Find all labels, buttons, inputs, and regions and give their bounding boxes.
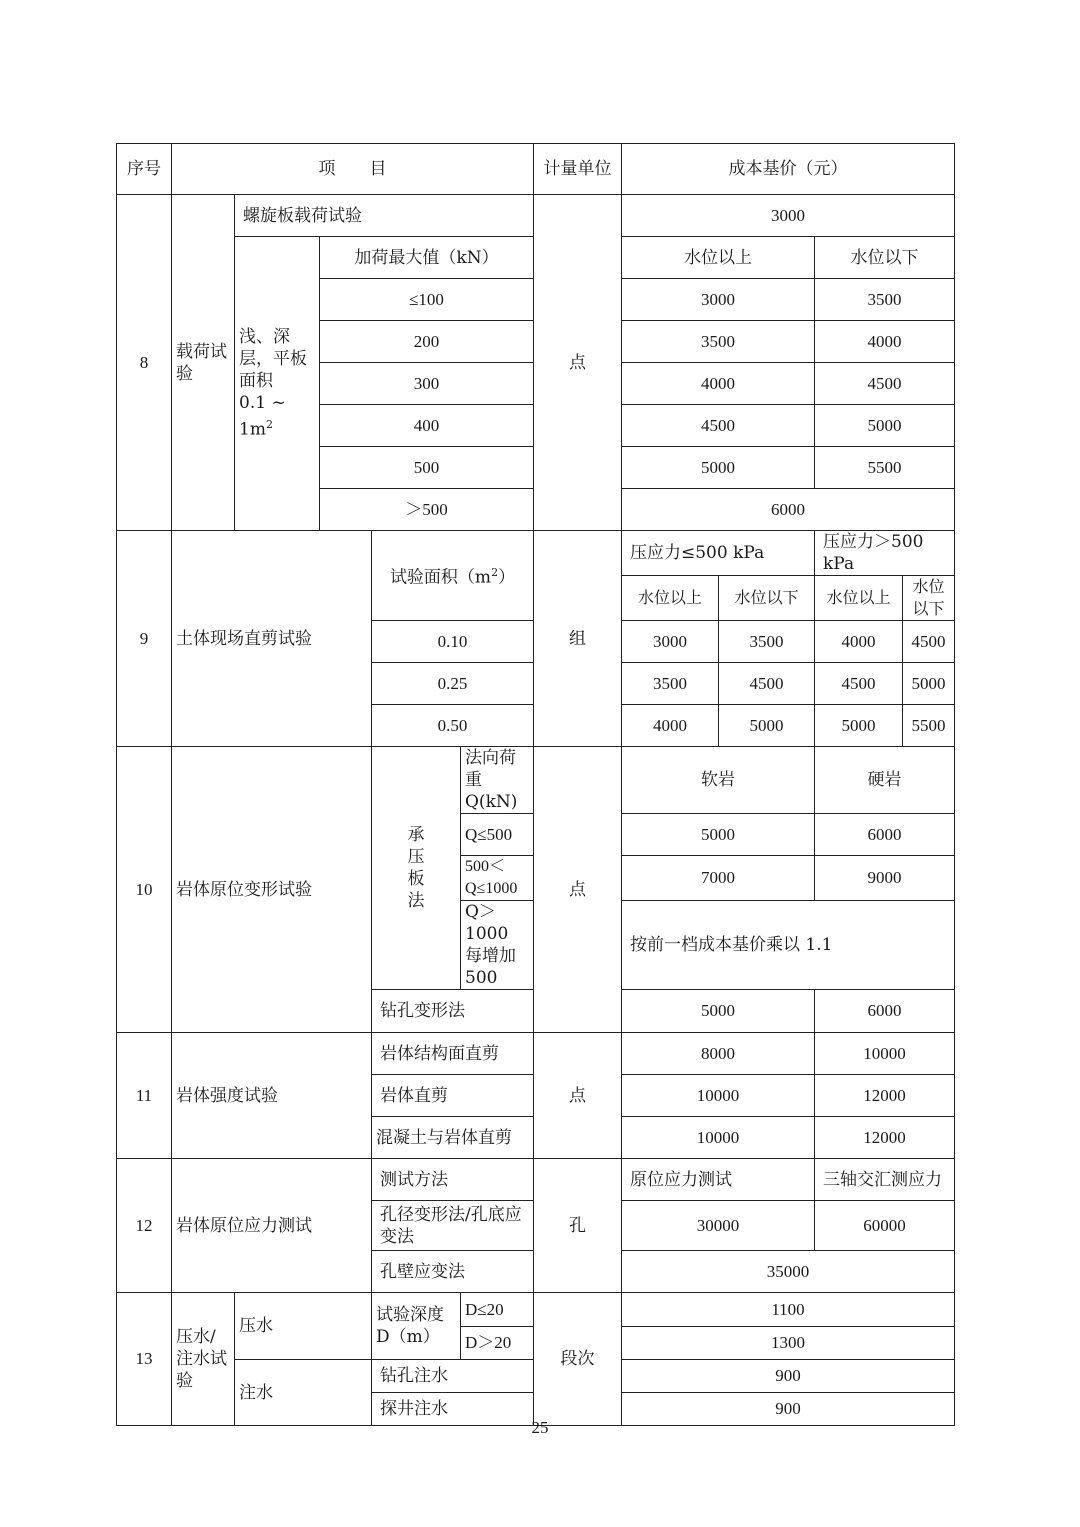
method-bearing-plate bbox=[372, 747, 461, 990]
load-range: 500＜Q≤1000 bbox=[461, 856, 534, 901]
above-water-header-9b: 水位以上 bbox=[815, 576, 903, 621]
price-a: 10000 bbox=[622, 1075, 815, 1117]
table-row bbox=[117, 1293, 955, 1327]
area-value: 0.25 bbox=[372, 663, 534, 705]
header-price: 成本基价（元） bbox=[622, 144, 955, 195]
price-cell: 4500 bbox=[815, 663, 903, 705]
area-value: 0.50 bbox=[372, 705, 534, 747]
price-cell: 5500 bbox=[903, 705, 955, 747]
area-header-close: ） bbox=[498, 567, 516, 588]
header-unit: 计量单位 bbox=[534, 144, 622, 195]
seq-11: 11 bbox=[117, 1033, 172, 1159]
below-water-header-8: 水位以下 bbox=[815, 237, 955, 279]
item-name-8: 载荷试验 bbox=[172, 195, 235, 531]
price-below: 5500 bbox=[815, 447, 955, 489]
plate-area-label-a: 浅、深层，平板面积 bbox=[239, 327, 307, 392]
load-value: ≤100 bbox=[320, 279, 534, 321]
item-name-10: 岩体原位变形试验 bbox=[172, 747, 372, 1033]
unit-10: 点 bbox=[534, 747, 622, 1033]
over-price-note: 按前一档成本基价乘以 1.1 bbox=[622, 901, 955, 990]
price-merged: 900 bbox=[622, 1360, 955, 1393]
item-name-11: 岩体强度试验 bbox=[172, 1033, 372, 1159]
header-seq: 序号 bbox=[117, 144, 172, 195]
price-cell: 3500 bbox=[719, 621, 815, 663]
price-soft: 5000 bbox=[622, 814, 815, 856]
price-a: 10000 bbox=[622, 1117, 815, 1159]
plate-area-sup: 2 bbox=[265, 418, 273, 432]
table-row bbox=[117, 1033, 955, 1075]
price-cell: 4500 bbox=[719, 663, 815, 705]
above-water-header-8: 水位以上 bbox=[622, 237, 815, 279]
load-value: 300 bbox=[320, 363, 534, 405]
spiral-plate-test: 螺旋板载荷试验 bbox=[235, 195, 534, 237]
strength-item: 岩体直剪 bbox=[372, 1075, 534, 1117]
price-soft: 7000 bbox=[622, 856, 815, 901]
price-below: 4500 bbox=[815, 363, 955, 405]
price-above: 4500 bbox=[622, 405, 815, 447]
price-hard: 6000 bbox=[815, 814, 955, 856]
price-cell: 5000 bbox=[815, 705, 903, 747]
price-above: 5000 bbox=[622, 447, 815, 489]
price-merged: 35000 bbox=[622, 1251, 955, 1293]
area-value: 0.10 bbox=[372, 621, 534, 663]
in-situ-stress-header: 原位应力测试 bbox=[622, 1159, 815, 1201]
item-name-12: 岩体原位应力测试 bbox=[172, 1159, 372, 1293]
price-b: 10000 bbox=[815, 1033, 955, 1075]
price-merged: 900 bbox=[622, 1393, 955, 1426]
load-value: 500 bbox=[320, 447, 534, 489]
price-hard: 9000 bbox=[815, 856, 955, 901]
table-row bbox=[117, 1159, 955, 1201]
price-below: 5000 bbox=[815, 405, 955, 447]
price-merged: 1300 bbox=[622, 1327, 955, 1360]
header-item: 项 目 bbox=[172, 144, 534, 195]
price-merged: 1100 bbox=[622, 1293, 955, 1327]
normal-load-header: 法向荷重Q(kN) bbox=[461, 747, 534, 814]
seq-13: 13 bbox=[117, 1293, 172, 1426]
unit-11: 点 bbox=[534, 1033, 622, 1159]
cost-table bbox=[116, 143, 955, 1426]
header-row bbox=[117, 144, 955, 195]
test-depth: 试验深度 D（m） bbox=[372, 1293, 461, 1360]
price-cell: 4000 bbox=[815, 621, 903, 663]
item-name-9: 土体现场直剪试验 bbox=[172, 531, 372, 747]
method-header: 测试方法 bbox=[372, 1159, 534, 1201]
page-number: 25 bbox=[531, 1418, 549, 1437]
seq-8: 8 bbox=[117, 195, 172, 531]
strength-item: 岩体结构面直剪 bbox=[372, 1033, 534, 1075]
unit-8: 点 bbox=[534, 195, 622, 531]
price-above: 3500 bbox=[622, 321, 815, 363]
price-b: 60000 bbox=[815, 1201, 955, 1251]
depth-le-20: D≤20 bbox=[461, 1293, 534, 1327]
seq-10: 10 bbox=[117, 747, 172, 1033]
stress-low-header: 压应力≤500 kPa bbox=[622, 531, 815, 576]
price-cell: 3500 bbox=[622, 663, 719, 705]
plate-area-label-b: 0.1 ~ 1m bbox=[239, 393, 286, 440]
load-max-header: 加荷最大值（kN） bbox=[320, 237, 534, 279]
price-b: 12000 bbox=[815, 1117, 955, 1159]
depth-gt-20: D＞20 bbox=[461, 1327, 534, 1360]
above-water-header-9a: 水位以上 bbox=[622, 576, 719, 621]
price-cell: 4000 bbox=[622, 705, 719, 747]
price-over: 6000 bbox=[622, 489, 955, 531]
soft-rock-header: 软岩 bbox=[622, 747, 815, 814]
below-water-header-9b: 水位以下 bbox=[903, 576, 955, 621]
area-header-sup: 2 bbox=[491, 566, 499, 580]
spiral-price: 3000 bbox=[622, 195, 955, 237]
drill-deformation-method: 钻孔变形法 bbox=[372, 990, 534, 1033]
table-row bbox=[117, 531, 955, 576]
method-row-2: 孔壁应变法 bbox=[372, 1251, 534, 1293]
method-bearing-plate-text: 承压板法 bbox=[407, 825, 425, 911]
price-cell: 4500 bbox=[903, 621, 955, 663]
item-name-13: 压水/注水试验 bbox=[172, 1293, 235, 1426]
below-water-header-9a: 水位以下 bbox=[719, 576, 815, 621]
load-over: ＞500 bbox=[320, 489, 534, 531]
stress-high-header: 压应力＞500 kPa bbox=[815, 531, 955, 576]
table-row bbox=[117, 195, 955, 237]
pressure-water: 压水 bbox=[235, 1293, 372, 1360]
drill-injection: 钻孔注水 bbox=[372, 1360, 534, 1393]
load-value: 400 bbox=[320, 405, 534, 447]
price-soft: 5000 bbox=[622, 990, 815, 1033]
price-below: 4000 bbox=[815, 321, 955, 363]
table-row bbox=[117, 747, 955, 814]
price-b: 12000 bbox=[815, 1075, 955, 1117]
pit-injection: 探井注水 bbox=[372, 1393, 534, 1426]
hard-rock-header: 硬岩 bbox=[815, 747, 955, 814]
unit-9: 组 bbox=[534, 531, 622, 747]
triaxial-stress-header: 三轴交汇测应力 bbox=[815, 1159, 955, 1201]
load-range: Q≤500 bbox=[461, 814, 534, 856]
price-above: 3000 bbox=[622, 279, 815, 321]
price-cell: 5000 bbox=[903, 663, 955, 705]
unit-12: 孔 bbox=[534, 1159, 622, 1293]
price-a: 8000 bbox=[622, 1033, 815, 1075]
area-header-text: 试验面积（m bbox=[389, 567, 492, 588]
price-a: 30000 bbox=[622, 1201, 815, 1251]
price-cell: 3000 bbox=[622, 621, 719, 663]
method-row-1: 孔径变形法/孔底应变法 bbox=[372, 1201, 534, 1251]
seq-12: 12 bbox=[117, 1159, 172, 1293]
price-above: 4000 bbox=[622, 363, 815, 405]
price-below: 3500 bbox=[815, 279, 955, 321]
strength-item: 混凝土与岩体直剪 bbox=[372, 1117, 534, 1159]
price-hard: 6000 bbox=[815, 990, 955, 1033]
price-cell: 5000 bbox=[719, 705, 815, 747]
load-value: 200 bbox=[320, 321, 534, 363]
seq-9: 9 bbox=[117, 531, 172, 747]
unit-13: 段次 bbox=[534, 1293, 622, 1426]
area-header bbox=[372, 531, 534, 621]
plate-area-label bbox=[235, 237, 320, 531]
injection-water: 注水 bbox=[235, 1360, 372, 1426]
load-over-range: Q＞1000 每增加 500 bbox=[461, 901, 534, 990]
